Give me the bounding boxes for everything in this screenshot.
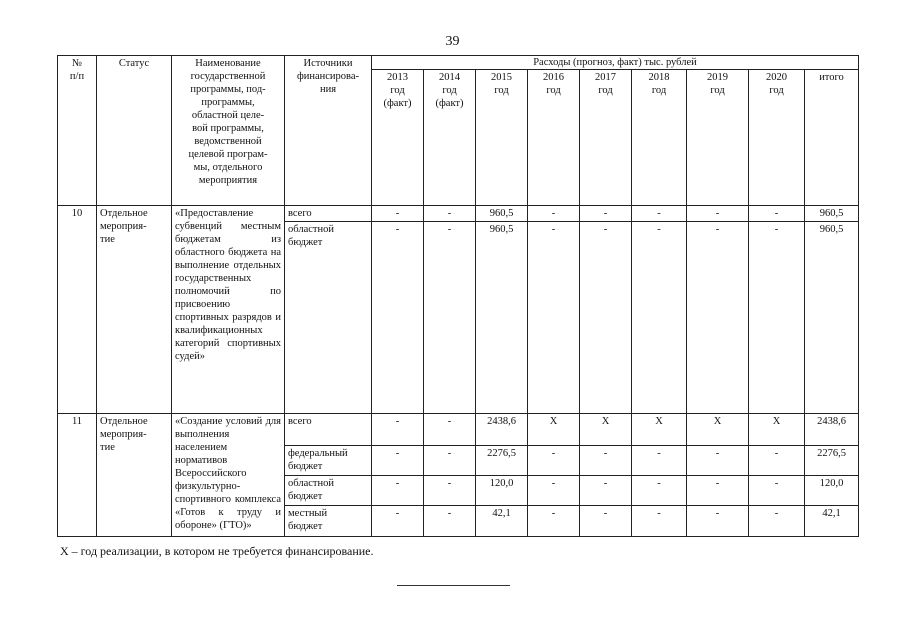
- header-expenses: Расходы (прогноз, факт) тыс. рублей: [372, 56, 859, 70]
- funding-source: областной бюджет: [285, 222, 372, 414]
- total-cell: 120,0: [805, 476, 859, 506]
- value-cell: -: [687, 222, 749, 414]
- total-cell: 2438,6: [805, 414, 859, 446]
- value-cell: Х: [749, 414, 805, 446]
- value-cell: 42,1: [476, 506, 528, 537]
- value-cell: -: [687, 206, 749, 222]
- value-cell: -: [749, 222, 805, 414]
- value-cell: -: [687, 446, 749, 476]
- table-row: [58, 206, 859, 222]
- total-cell: 960,5: [805, 222, 859, 414]
- value-cell: -: [424, 206, 476, 222]
- year-header: 2019 год: [687, 70, 749, 206]
- value-cell: -: [632, 206, 687, 222]
- entry-name: «Предоставление субвенций местным бюджетам из областного бюджета на выполнение отдельных государственных полномочий по присвоению спортивных разрядов и квалификационных категорий спортивных судей»: [172, 206, 285, 414]
- year-header: 2017 год: [580, 70, 632, 206]
- value-cell: -: [372, 206, 424, 222]
- total-cell: 960,5: [805, 206, 859, 222]
- value-cell: -: [632, 446, 687, 476]
- value-cell: -: [580, 206, 632, 222]
- header-status: Статус: [97, 56, 172, 206]
- value-cell: -: [424, 222, 476, 414]
- value-cell: -: [632, 222, 687, 414]
- value-cell: -: [528, 446, 580, 476]
- funding-source: федеральный бюджет: [285, 446, 372, 476]
- value-cell: Х: [528, 414, 580, 446]
- value-cell: -: [687, 476, 749, 506]
- value-cell: -: [749, 506, 805, 537]
- year-header: 2020 год: [749, 70, 805, 206]
- value-cell: 960,5: [476, 222, 528, 414]
- page-number: 39: [445, 34, 460, 49]
- value-cell: -: [372, 506, 424, 537]
- total-cell: 42,1: [805, 506, 859, 537]
- entry-number: 11: [58, 414, 97, 537]
- value-cell: -: [424, 414, 476, 446]
- entry-status: Отдельное мероприя- тие: [97, 206, 172, 414]
- funding-source: местный бюджет: [285, 506, 372, 537]
- separator-line: [397, 585, 510, 586]
- value-cell: -: [580, 446, 632, 476]
- year-header: 2015 год: [476, 70, 528, 206]
- header-row: [58, 56, 859, 70]
- entry-number: 10: [58, 206, 97, 414]
- year-header: 2014 год (факт): [424, 70, 476, 206]
- value-cell: -: [580, 222, 632, 414]
- value-cell: -: [580, 476, 632, 506]
- header-name: Наименование государственной программы, под- программы, областной целе- вой программы, ведомственной целевой програм- мы, отдельного мероприятия: [172, 56, 285, 206]
- table-row: [58, 414, 859, 446]
- value-cell: -: [632, 476, 687, 506]
- year-header: 2016 год: [528, 70, 580, 206]
- funding-source: областной бюджет: [285, 476, 372, 506]
- value-cell: -: [424, 476, 476, 506]
- header-num: № п/п: [58, 56, 97, 206]
- value-cell: -: [687, 506, 749, 537]
- header-source: Источники финансирова- ния: [285, 56, 372, 206]
- footnote: Х – год реализации, в котором не требуется финансирование.: [60, 544, 374, 558]
- total-cell: 2276,5: [805, 446, 859, 476]
- value-cell: 120,0: [476, 476, 528, 506]
- year-header: 2018 год: [632, 70, 687, 206]
- total-header: итого: [805, 70, 859, 206]
- value-cell: Х: [632, 414, 687, 446]
- value-cell: -: [749, 446, 805, 476]
- year-header: 2013 год (факт): [372, 70, 424, 206]
- value-cell: -: [749, 206, 805, 222]
- value-cell: -: [372, 414, 424, 446]
- funding-source: всего: [285, 414, 372, 446]
- value-cell: Х: [687, 414, 749, 446]
- value-cell: -: [424, 446, 476, 476]
- value-cell: -: [528, 206, 580, 222]
- value-cell: -: [749, 476, 805, 506]
- value-cell: -: [424, 506, 476, 537]
- value-cell: -: [580, 506, 632, 537]
- value-cell: -: [372, 222, 424, 414]
- funding-source: всего: [285, 206, 372, 222]
- entry-status: Отдельное мероприя- тие: [97, 414, 172, 537]
- value-cell: 960,5: [476, 206, 528, 222]
- value-cell: -: [372, 476, 424, 506]
- value-cell: -: [372, 446, 424, 476]
- value-cell: 2276,5: [476, 446, 528, 476]
- value-cell: -: [528, 476, 580, 506]
- financing-table: [57, 55, 859, 537]
- value-cell: Х: [580, 414, 632, 446]
- value-cell: 2438,6: [476, 414, 528, 446]
- entry-name: «Создание условий для выполнения населением нормативов Всероссийского физкультурно-спортивного комплекса «Готов к труду и обороне» (ГТО)»: [172, 414, 285, 537]
- value-cell: -: [632, 506, 687, 537]
- value-cell: -: [528, 222, 580, 414]
- value-cell: -: [528, 506, 580, 537]
